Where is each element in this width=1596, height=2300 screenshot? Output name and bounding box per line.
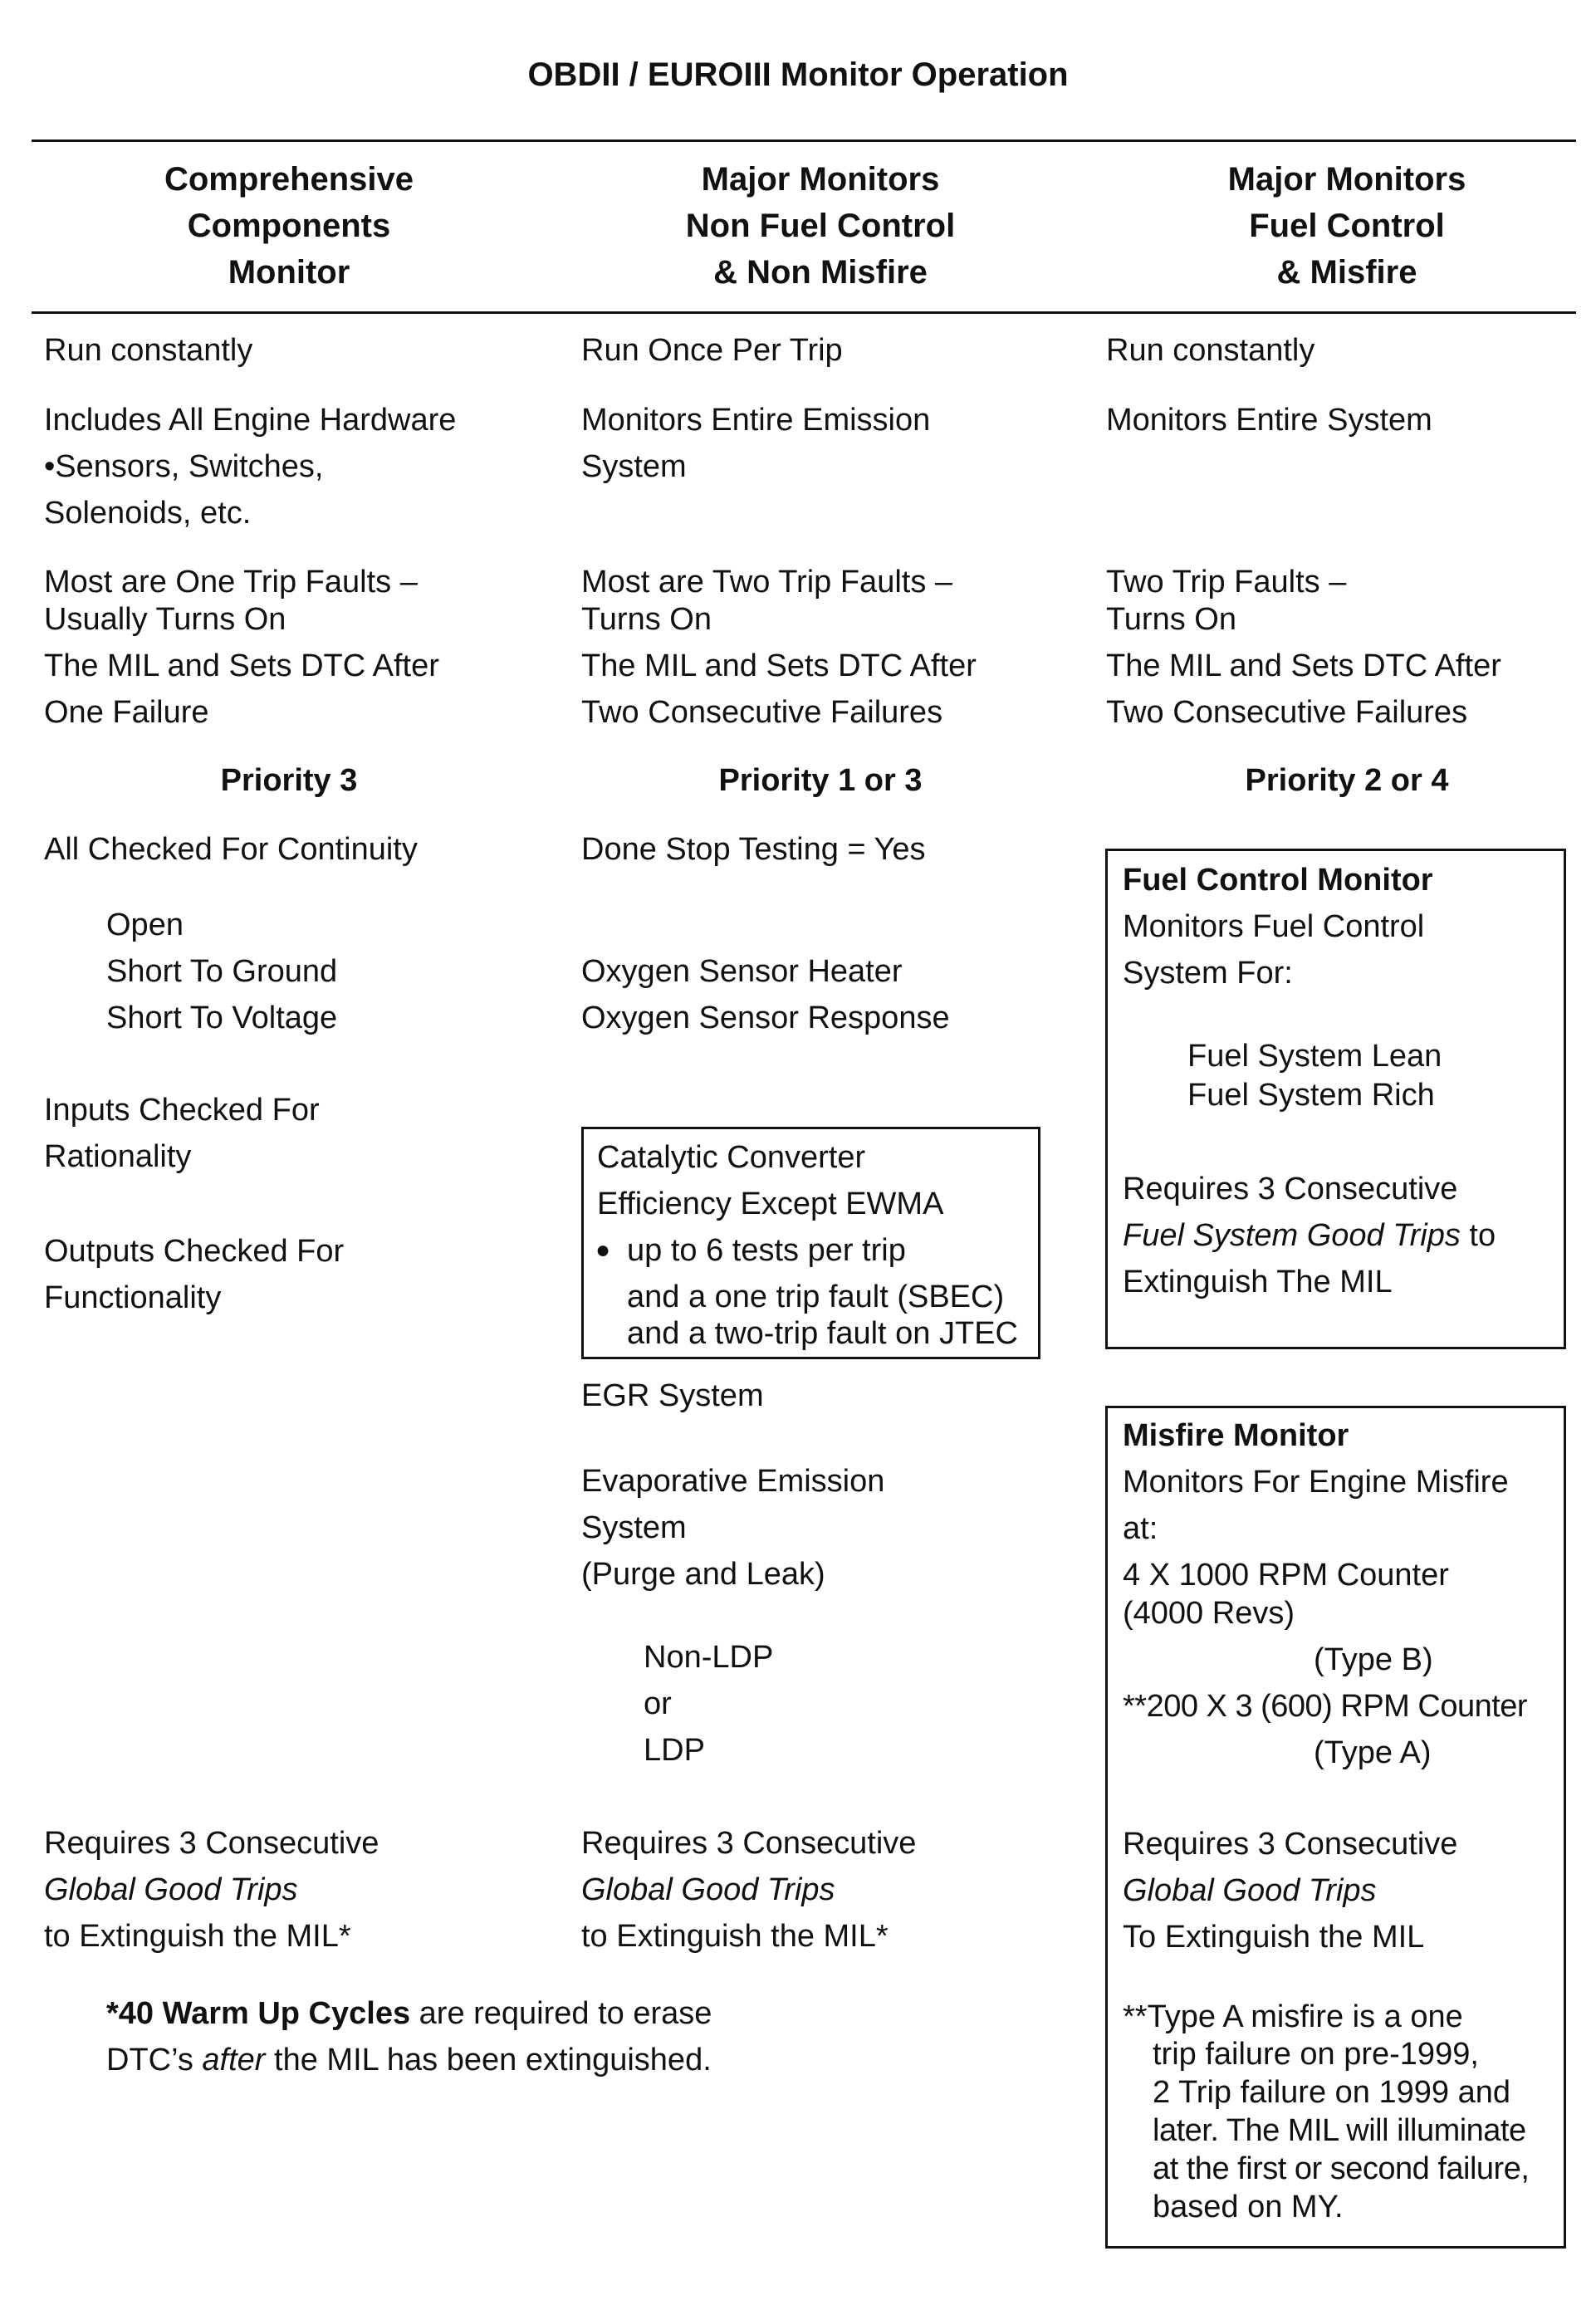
bullet-icon: ● xyxy=(595,1236,611,1264)
fuel-box-item: Fuel System Lean xyxy=(1187,1039,1442,1074)
footnote-line-1 xyxy=(106,1990,712,2037)
col1-check-item: Open xyxy=(106,908,184,942)
col2-egr: EGR System xyxy=(581,1378,764,1413)
header-line: Monitor xyxy=(228,254,350,291)
catalytic-line: up to 6 tests per trip xyxy=(627,1233,906,1268)
footnote-text: the MIL has been extinguished. xyxy=(265,2043,712,2077)
footnote-text: are required to erase xyxy=(410,1996,712,2031)
col2-faults-line: Most are Two Trip Faults – xyxy=(581,565,953,599)
misfire-box-line: 4 X 1000 RPM Counter xyxy=(1123,1558,1449,1593)
footnote-line-2 xyxy=(106,2037,712,2083)
col1-faults-line: Usually Turns On xyxy=(44,602,286,637)
fuel-box-title: Fuel Control Monitor xyxy=(1123,863,1433,898)
fuel-box-line: Monitors Fuel Control xyxy=(1123,909,1425,944)
col3-faults-line: Two Trip Faults – xyxy=(1106,565,1347,599)
col2-done: Done Stop Testing = Yes xyxy=(581,832,926,867)
misfire-note-line: at the first or second failure, xyxy=(1153,2151,1530,2186)
col1-includes-line: Includes All Engine Hardware xyxy=(44,403,457,438)
header-line: Major Monitors xyxy=(1227,161,1466,198)
misfire-box-extinguish: To Extinguish the MIL xyxy=(1123,1920,1425,1955)
col2-faults-line: The MIL and Sets DTC After xyxy=(581,648,977,683)
catalytic-line: Catalytic Converter xyxy=(597,1140,866,1175)
col1-requires: Requires 3 Consecutive xyxy=(44,1826,379,1861)
col1-inputs-line: Rationality xyxy=(44,1139,192,1174)
col2-monitors-line: Monitors Entire Emission xyxy=(581,403,931,438)
col1-priority: Priority 3 xyxy=(220,763,358,798)
col2-evap-line: System xyxy=(581,1510,687,1545)
col2-good-trips: Global Good Trips xyxy=(581,1872,835,1907)
col1-faults-line: The MIL and Sets DTC After xyxy=(44,648,439,683)
col1-includes-line: •Sensors, Switches, xyxy=(44,449,324,484)
header-top-rule xyxy=(32,139,1576,142)
misfire-note-line: based on MY. xyxy=(1153,2190,1344,2224)
col1-continuity: All Checked For Continuity xyxy=(44,832,418,867)
misfire-box-line: (4000 Revs) xyxy=(1123,1596,1295,1631)
misfire-box-line: (Type A) xyxy=(1314,1735,1432,1770)
col3-monitors: Monitors Entire System xyxy=(1106,403,1432,438)
header-line: Fuel Control xyxy=(1249,208,1445,244)
misfire-note-line: 2 Trip failure on 1999 and xyxy=(1153,2075,1510,2110)
col2-ldp-line: or xyxy=(644,1686,672,1721)
fuel-box-good-trips-line xyxy=(1123,1212,1496,1259)
footnote-italic: after xyxy=(202,2043,266,2077)
footnote-text: DTC’s xyxy=(106,2043,203,2077)
col1-inputs-line: Inputs Checked For xyxy=(44,1093,320,1128)
footnote-bold: *40 Warm Up Cycles xyxy=(106,1996,411,2031)
col2-oxygen-line: Oxygen Sensor Response xyxy=(581,1001,950,1035)
col2-monitors-line: System xyxy=(581,449,687,484)
col1-outputs-line: Outputs Checked For xyxy=(44,1234,345,1269)
misfire-note-line: trip failure on pre-1999, xyxy=(1153,2037,1479,2072)
misfire-box-line: Monitors For Engine Misfire xyxy=(1123,1465,1509,1500)
fuel-control-box xyxy=(1105,849,1566,1349)
col2-faults-line: Turns On xyxy=(581,602,712,637)
catalytic-line: and a one trip fault (SBEC) xyxy=(627,1280,1005,1314)
page-title: OBDII / EUROIII Monitor Operation xyxy=(527,56,1069,93)
col3-priority: Priority 2 or 4 xyxy=(1245,763,1449,798)
col2-oxygen-line: Oxygen Sensor Heater xyxy=(581,954,903,989)
header-line: Major Monitors xyxy=(701,161,940,198)
col1-includes-line: Solenoids, etc. xyxy=(44,496,252,531)
col1-check-item: Short To Ground xyxy=(106,954,338,989)
header-non-fuel xyxy=(555,156,1086,296)
col2-evap-line: (Purge and Leak) xyxy=(581,1557,825,1592)
col1-faults-line: One Failure xyxy=(44,695,209,730)
header-fuel-misfire xyxy=(1081,156,1596,296)
header-bottom-rule xyxy=(32,311,1576,314)
col3-faults-line: Two Consecutive Failures xyxy=(1106,695,1468,730)
catalytic-box xyxy=(581,1127,1040,1359)
fuel-box-requires: Requires 3 Consecutive xyxy=(1123,1172,1458,1206)
header-comprehensive xyxy=(23,156,555,296)
misfire-box-title: Misfire Monitor xyxy=(1123,1418,1349,1453)
fuel-box-item: Fuel System Rich xyxy=(1187,1078,1435,1113)
col2-run: Run Once Per Trip xyxy=(581,333,843,368)
header-line: Non Fuel Control xyxy=(685,208,956,244)
fuel-box-extinguish: Extinguish The MIL xyxy=(1123,1265,1393,1299)
misfire-note-line: later. The MIL will illuminate xyxy=(1153,2113,1526,2148)
col1-good-trips: Global Good Trips xyxy=(44,1872,298,1907)
col3-faults-line: The MIL and Sets DTC After xyxy=(1106,648,1501,683)
col1-outputs-line: Functionality xyxy=(44,1280,222,1315)
col3-run: Run constantly xyxy=(1106,333,1315,368)
col2-ldp-line: Non-LDP xyxy=(644,1640,774,1675)
misfire-box xyxy=(1105,1406,1566,2249)
col2-ldp-line: LDP xyxy=(644,1733,705,1768)
header-line: Comprehensive xyxy=(164,161,414,198)
col2-extinguish: to Extinguish the MIL* xyxy=(581,1919,889,1954)
misfire-box-line: (Type B) xyxy=(1314,1642,1433,1677)
catalytic-line: Efficiency Except EWMA xyxy=(597,1187,944,1221)
misfire-box-line: **200 X 3 (600) RPM Counter xyxy=(1123,1689,1528,1724)
col1-extinguish: to Extinguish the MIL* xyxy=(44,1919,351,1954)
misfire-box-requires: Requires 3 Consecutive xyxy=(1123,1827,1458,1862)
misfire-box-line: at: xyxy=(1123,1511,1158,1546)
col2-faults-line: Two Consecutive Failures xyxy=(581,695,943,730)
header-line: Components xyxy=(187,208,391,244)
header-line: & Non Misfire xyxy=(713,254,928,291)
col1-faults-line: Most are One Trip Faults – xyxy=(44,565,418,599)
col2-evap-line: Evaporative Emission xyxy=(581,1464,885,1499)
col2-priority: Priority 1 or 3 xyxy=(718,763,923,798)
fuel-box-to: to xyxy=(1460,1218,1496,1253)
fuel-box-good-trips: Fuel System Good Trips xyxy=(1123,1218,1461,1253)
misfire-box-good-trips: Global Good Trips xyxy=(1123,1873,1377,1908)
fuel-box-line: System For: xyxy=(1123,956,1293,991)
misfire-note-line: **Type A misfire is a one xyxy=(1123,1999,1463,2034)
col3-faults-line: Turns On xyxy=(1106,602,1236,637)
col1-check-item: Short To Voltage xyxy=(106,1001,338,1035)
header-line: & Misfire xyxy=(1276,254,1417,291)
col1-run: Run constantly xyxy=(44,333,253,368)
catalytic-line: and a two-trip fault on JTEC xyxy=(627,1316,1018,1351)
col2-requires: Requires 3 Consecutive xyxy=(581,1826,917,1861)
